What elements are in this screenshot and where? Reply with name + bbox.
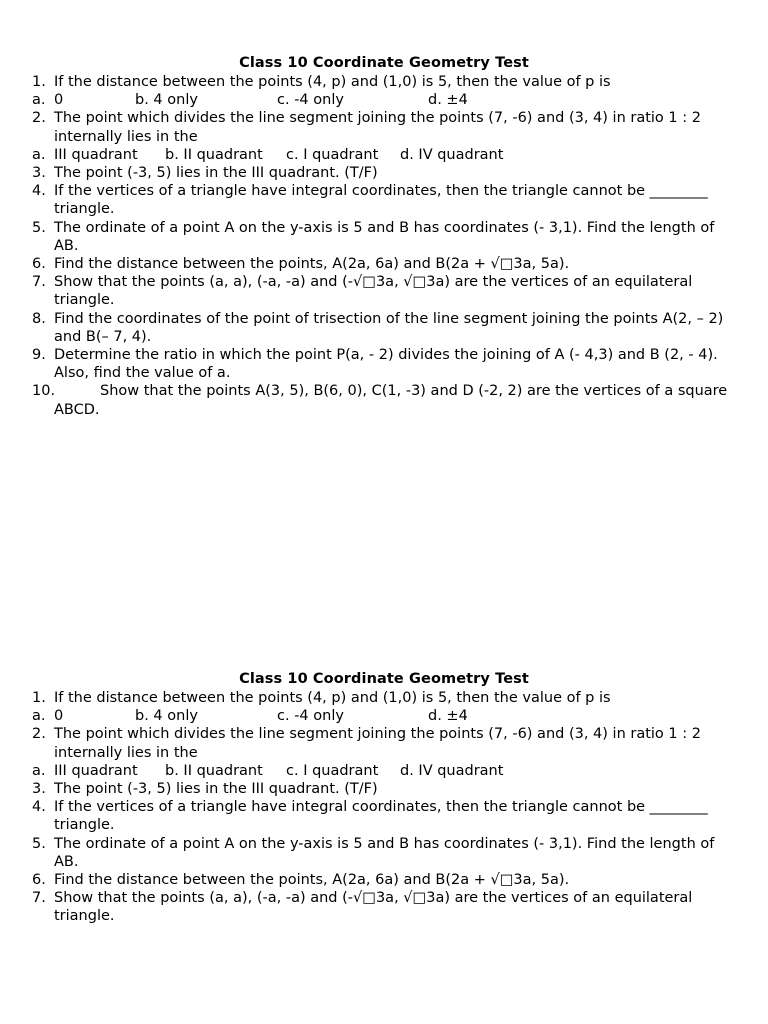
options-row-q1 bbox=[0, 707, 768, 725]
option-marker: a. bbox=[32, 762, 46, 779]
question-1 bbox=[0, 689, 768, 707]
test-title: Class 10 Coordinate Geometry Test bbox=[239, 55, 529, 71]
question-number: 9. bbox=[32, 347, 46, 364]
option-c: c. -4 only bbox=[277, 708, 344, 725]
question-text: If the distance between the points (4, p) and (1,0) is 5, then the value of p is bbox=[54, 74, 611, 90]
question-9 bbox=[0, 346, 768, 382]
question-text: If the vertices of a triangle have integral coordinates, then the triangle cannot be ________ triangle. bbox=[54, 183, 708, 218]
option-marker: a. bbox=[32, 92, 46, 109]
options-row-q2 bbox=[0, 762, 768, 780]
options-row-q2 bbox=[0, 146, 768, 164]
question-3 bbox=[0, 164, 768, 182]
option-c: c. I quadrant bbox=[286, 762, 379, 779]
question-number: 6. bbox=[32, 872, 46, 888]
question-text: If the vertices of a triangle have integral coordinates, then the triangle cannot be ________ triangle. bbox=[54, 799, 708, 834]
question-5 bbox=[0, 835, 768, 871]
question-text: Find the distance between the points, A(2a, 6a) and B(2a + √□3a, 5a). bbox=[54, 872, 570, 888]
question-3 bbox=[0, 780, 768, 798]
question-text: The point (-3, 5) lies in the III quadrant. (T/F) bbox=[54, 780, 378, 797]
option-d: d. IV quadrant bbox=[400, 146, 504, 163]
question-6 bbox=[0, 255, 768, 273]
question-text: The ordinate of a point A on the y-axis is 5 and B has coordinates (- 3,1). Find the length of AB. bbox=[54, 219, 715, 254]
question-text: Find the coordinates of the point of trisection of the line segment joining the points A(2, – 2) and B(– 7, 4). bbox=[54, 310, 724, 345]
option-marker: a. bbox=[32, 708, 46, 725]
question-text: Find the distance between the points, A(2a, 6a) and B(2a + √□3a, 5a). bbox=[54, 256, 570, 272]
test-sheet-lower bbox=[0, 670, 768, 926]
question-2 bbox=[0, 109, 768, 145]
question-number: 3. bbox=[32, 780, 46, 797]
question-number: 4. bbox=[32, 799, 46, 816]
question-text: Show that the points A(3, 5), B(6, 0), C(1, -3) and D (-2, 2) are the vertices of a square ABCD. bbox=[54, 383, 728, 418]
question-number: 4. bbox=[32, 183, 46, 200]
question-number: 1. bbox=[32, 74, 46, 90]
question-text: If the distance between the points (4, p) and (1,0) is 5, then the value of p is bbox=[54, 690, 611, 706]
question-number: 1. bbox=[32, 690, 46, 706]
question-text: The point which divides the line segment joining the points (7, -6) and (3, 4) in ratio 1 : 2 internally lies in the bbox=[54, 726, 701, 761]
question-text: Show that the points (a, a), (-a, -a) and (-√□3a, √□3a) are the vertices of an equilateral triangle. bbox=[54, 890, 693, 925]
question-number: 6. bbox=[32, 256, 46, 272]
option-a: III quadrant bbox=[54, 146, 138, 163]
question-number: 10. bbox=[32, 383, 56, 400]
option-c: c. -4 only bbox=[277, 92, 344, 109]
test-title: Class 10 Coordinate Geometry Test bbox=[239, 671, 529, 687]
question-7 bbox=[0, 889, 768, 925]
question-7 bbox=[0, 273, 768, 309]
option-b: b. 4 only bbox=[135, 92, 198, 109]
question-number: 5. bbox=[32, 835, 46, 852]
question-text: The point which divides the line segment joining the points (7, -6) and (3, 4) in ratio 1 : 2 internally lies in the bbox=[54, 110, 701, 145]
option-c: c. I quadrant bbox=[286, 146, 379, 163]
test-sheet-upper bbox=[0, 54, 768, 419]
question-2 bbox=[0, 725, 768, 761]
option-a: 0 bbox=[54, 92, 64, 109]
question-4 bbox=[0, 182, 768, 218]
question-number: 2. bbox=[32, 110, 46, 127]
option-b: b. II quadrant bbox=[165, 762, 263, 779]
question-text: Show that the points (a, a), (-a, -a) and (-√□3a, √□3a) are the vertices of an equilateral triangle. bbox=[54, 274, 693, 309]
question-number: 7. bbox=[32, 274, 46, 291]
option-d: d. IV quadrant bbox=[400, 762, 504, 779]
question-text: Determine the ratio in which the point P(a, - 2) divides the joining of A (- 4,3) and B (2, - 4). Also, find the value of a. bbox=[54, 347, 718, 382]
question-10 bbox=[0, 382, 768, 418]
option-d: d. ±4 bbox=[428, 708, 468, 725]
question-number: 5. bbox=[32, 219, 46, 236]
option-b: b. II quadrant bbox=[165, 146, 263, 163]
question-number: 7. bbox=[32, 890, 46, 907]
option-a: 0 bbox=[54, 708, 64, 725]
question-text: The point (-3, 5) lies in the III quadrant. (T/F) bbox=[54, 164, 378, 181]
option-d: d. ±4 bbox=[428, 92, 468, 109]
question-number: 3. bbox=[32, 164, 46, 181]
question-text-wrap bbox=[54, 383, 727, 417]
option-a: III quadrant bbox=[54, 762, 138, 779]
question-number: 2. bbox=[32, 726, 46, 743]
options-row-q1 bbox=[0, 91, 768, 109]
option-b: b. 4 only bbox=[135, 708, 198, 725]
question-number: 8. bbox=[32, 310, 46, 327]
question-text: The ordinate of a point A on the y-axis is 5 and B has coordinates (- 3,1). Find the length of AB. bbox=[54, 835, 715, 870]
question-5 bbox=[0, 219, 768, 255]
question-8 bbox=[0, 310, 768, 346]
question-4 bbox=[0, 798, 768, 834]
question-1 bbox=[0, 73, 768, 91]
question-6 bbox=[0, 871, 768, 889]
option-marker: a. bbox=[32, 146, 46, 163]
